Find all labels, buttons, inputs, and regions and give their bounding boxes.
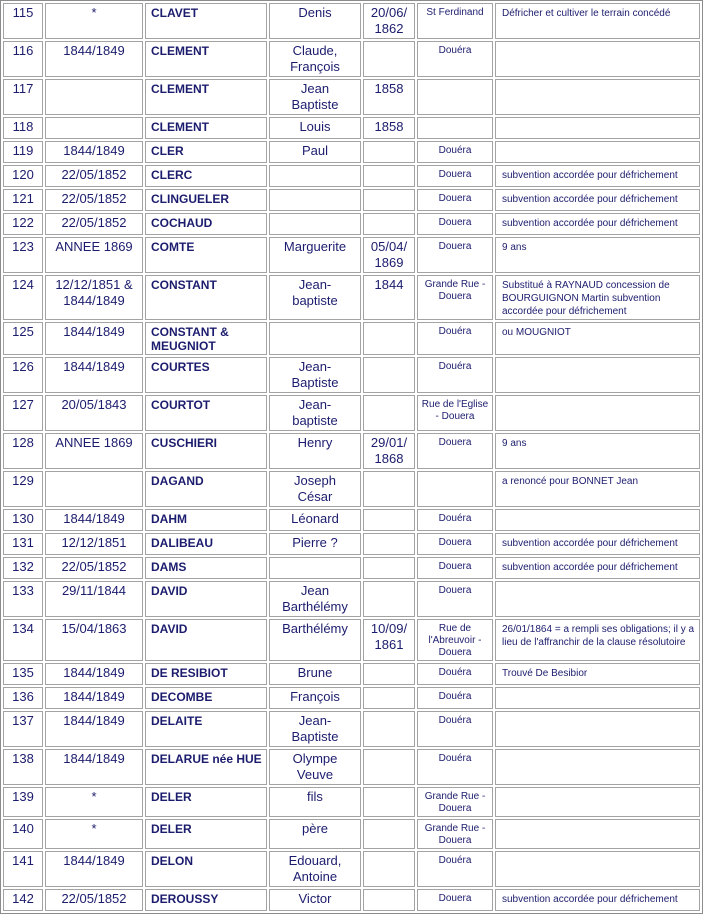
cell-concession-dates: 29/11/1844 xyxy=(45,581,143,617)
cell-concession-dates: * xyxy=(45,819,143,849)
cell-concession-dates xyxy=(45,117,143,139)
cell-firstname: Paul xyxy=(269,141,361,163)
cell-place: Douéra xyxy=(417,711,493,747)
cell-note: ou MOUGNIOT xyxy=(495,322,700,355)
cell-note: subvention accordée pour défrichement xyxy=(495,165,700,187)
table-row xyxy=(3,663,700,685)
cell-row-number: 122 xyxy=(3,213,43,235)
cell-firstname xyxy=(269,189,361,211)
cell-row-number: 134 xyxy=(3,619,43,661)
cell-concession-dates: 20/05/1843 xyxy=(45,395,143,431)
cell-place xyxy=(417,79,493,115)
table-row xyxy=(3,189,700,211)
cell-note xyxy=(495,687,700,709)
cell-date xyxy=(363,213,415,235)
cell-firstname: Denis xyxy=(269,3,361,39)
cell-date: 1858 xyxy=(363,117,415,139)
cell-row-number: 129 xyxy=(3,471,43,507)
cell-place: Douera xyxy=(417,237,493,273)
cell-place: Douera xyxy=(417,581,493,617)
cell-note: Substitué à RAYNAUD concession de BOURGUIGNON Martin subvention accordée pour défrichement xyxy=(495,275,700,320)
cell-place: Douéra xyxy=(417,851,493,887)
cell-row-number: 132 xyxy=(3,557,43,579)
cell-surname: CLINGUELER xyxy=(145,189,267,211)
cell-firstname: père xyxy=(269,819,361,849)
table-row xyxy=(3,819,700,849)
cell-note xyxy=(495,749,700,785)
cell-row-number: 117 xyxy=(3,79,43,115)
cell-row-number: 142 xyxy=(3,889,43,911)
cell-place: Douera xyxy=(417,213,493,235)
cell-firstname: Marguerite xyxy=(269,237,361,273)
registry-table-body xyxy=(3,3,700,911)
cell-concession-dates: ANNEE 1869 xyxy=(45,237,143,273)
table-row xyxy=(3,557,700,579)
cell-date: 1858 xyxy=(363,79,415,115)
table-row xyxy=(3,237,700,273)
cell-place: Douéra xyxy=(417,687,493,709)
cell-date xyxy=(363,141,415,163)
cell-note: Défricher et cultiver le terrain concédé xyxy=(495,3,700,39)
cell-note xyxy=(495,851,700,887)
cell-firstname: Joseph César xyxy=(269,471,361,507)
cell-date: 10/09/1861 xyxy=(363,619,415,661)
cell-date xyxy=(363,687,415,709)
cell-concession-dates: 1844/1849 xyxy=(45,851,143,887)
cell-firstname: fils xyxy=(269,787,361,817)
cell-concession-dates: * xyxy=(45,787,143,817)
cell-date xyxy=(363,322,415,355)
cell-place: Rue de l'Eglise - Douera xyxy=(417,395,493,431)
cell-place: Grande Rue - Douera xyxy=(417,787,493,817)
cell-surname: DELER xyxy=(145,787,267,817)
cell-place: Douera xyxy=(417,433,493,469)
table-row xyxy=(3,889,700,911)
cell-row-number: 118 xyxy=(3,117,43,139)
cell-date xyxy=(363,851,415,887)
cell-surname: CUSCHIERI xyxy=(145,433,267,469)
cell-row-number: 127 xyxy=(3,395,43,431)
cell-date xyxy=(363,581,415,617)
cell-concession-dates xyxy=(45,79,143,115)
cell-note: subvention accordée pour défrichement xyxy=(495,213,700,235)
cell-place: Grande Rue - Douera xyxy=(417,275,493,320)
table-row xyxy=(3,533,700,555)
cell-surname: CONSTANT & MEUGNIOT xyxy=(145,322,267,355)
cell-row-number: 121 xyxy=(3,189,43,211)
table-row xyxy=(3,275,700,320)
cell-place: Rue de l'Abreuvoir - Douera xyxy=(417,619,493,661)
cell-firstname: Jean-Baptiste xyxy=(269,357,361,393)
cell-place: Douéra xyxy=(417,322,493,355)
cell-note xyxy=(495,357,700,393)
cell-date xyxy=(363,533,415,555)
cell-surname: CLEMENT xyxy=(145,41,267,77)
cell-date xyxy=(363,711,415,747)
table-row xyxy=(3,117,700,139)
table-row xyxy=(3,581,700,617)
cell-concession-dates: 1844/1849 xyxy=(45,357,143,393)
cell-note xyxy=(495,581,700,617)
cell-note: subvention accordée pour défrichement xyxy=(495,889,700,911)
cell-date: 29/01/1868 xyxy=(363,433,415,469)
cell-place: Douera xyxy=(417,557,493,579)
cell-firstname: Edouard, Antoine xyxy=(269,851,361,887)
cell-date xyxy=(363,165,415,187)
cell-concession-dates: 22/05/1852 xyxy=(45,189,143,211)
table-row xyxy=(3,357,700,393)
cell-row-number: 116 xyxy=(3,41,43,77)
cell-note xyxy=(495,819,700,849)
cell-row-number: 115 xyxy=(3,3,43,39)
cell-place xyxy=(417,471,493,507)
table-row xyxy=(3,395,700,431)
cell-note xyxy=(495,117,700,139)
cell-row-number: 126 xyxy=(3,357,43,393)
cell-firstname xyxy=(269,213,361,235)
cell-note: 9 ans xyxy=(495,433,700,469)
cell-firstname xyxy=(269,165,361,187)
cell-place: Douéra xyxy=(417,41,493,77)
cell-note: subvention accordée pour défrichement xyxy=(495,189,700,211)
cell-place: Douera xyxy=(417,165,493,187)
cell-place: Douéra xyxy=(417,357,493,393)
cell-concession-dates: 1844/1849 xyxy=(45,687,143,709)
table-row xyxy=(3,687,700,709)
cell-concession-dates: 1844/1849 xyxy=(45,41,143,77)
cell-date xyxy=(363,663,415,685)
table-row xyxy=(3,165,700,187)
cell-note xyxy=(495,509,700,531)
cell-surname: DAMS xyxy=(145,557,267,579)
table-row xyxy=(3,141,700,163)
cell-note: a renoncé pour BONNET Jean xyxy=(495,471,700,507)
table-row xyxy=(3,509,700,531)
cell-note: subvention accordée pour défrichement xyxy=(495,557,700,579)
cell-note xyxy=(495,711,700,747)
cell-firstname: Victor xyxy=(269,889,361,911)
cell-firstname: Jean-baptiste xyxy=(269,275,361,320)
cell-surname: DAHM xyxy=(145,509,267,531)
cell-date xyxy=(363,819,415,849)
cell-row-number: 130 xyxy=(3,509,43,531)
cell-note: 9 ans xyxy=(495,237,700,273)
cell-date xyxy=(363,509,415,531)
cell-note xyxy=(495,395,700,431)
cell-firstname: Louis xyxy=(269,117,361,139)
cell-firstname: Jean Barthélémy xyxy=(269,581,361,617)
table-row xyxy=(3,213,700,235)
cell-surname: CONSTANT xyxy=(145,275,267,320)
table-row xyxy=(3,749,700,785)
cell-concession-dates: 12/12/1851 xyxy=(45,533,143,555)
cell-row-number: 125 xyxy=(3,322,43,355)
cell-concession-dates: 1844/1849 xyxy=(45,322,143,355)
cell-date xyxy=(363,749,415,785)
cell-concession-dates: ANNEE 1869 xyxy=(45,433,143,469)
table-row xyxy=(3,619,700,661)
cell-place: Douéra xyxy=(417,749,493,785)
table-row xyxy=(3,851,700,887)
cell-concession-dates: 22/05/1852 xyxy=(45,889,143,911)
table-row xyxy=(3,787,700,817)
cell-surname: DEROUSSY xyxy=(145,889,267,911)
cell-note xyxy=(495,787,700,817)
cell-surname: COURTOT xyxy=(145,395,267,431)
cell-date xyxy=(363,787,415,817)
table-row xyxy=(3,471,700,507)
cell-firstname xyxy=(269,322,361,355)
cell-note xyxy=(495,79,700,115)
cell-row-number: 136 xyxy=(3,687,43,709)
cell-firstname: Pierre ? xyxy=(269,533,361,555)
cell-note xyxy=(495,141,700,163)
cell-firstname: Henry xyxy=(269,433,361,469)
cell-surname: CLAVET xyxy=(145,3,267,39)
cell-place: St Ferdinand xyxy=(417,3,493,39)
cell-date: 1844 xyxy=(363,275,415,320)
cell-row-number: 123 xyxy=(3,237,43,273)
cell-note: Trouvé De Besibior xyxy=(495,663,700,685)
cell-firstname: François xyxy=(269,687,361,709)
cell-row-number: 137 xyxy=(3,711,43,747)
cell-place: Douéra xyxy=(417,141,493,163)
cell-place: Grande Rue - Douera xyxy=(417,819,493,849)
cell-surname: DE RESIBIOT xyxy=(145,663,267,685)
cell-note: subvention accordée pour défrichement xyxy=(495,533,700,555)
cell-surname: DELAITE xyxy=(145,711,267,747)
cell-surname: CLEMENT xyxy=(145,117,267,139)
table-row xyxy=(3,433,700,469)
cell-concession-dates: 22/05/1852 xyxy=(45,213,143,235)
cell-date xyxy=(363,395,415,431)
cell-place: Douéra xyxy=(417,509,493,531)
cell-row-number: 124 xyxy=(3,275,43,320)
cell-surname: COMTE xyxy=(145,237,267,273)
cell-firstname: Barthélémy xyxy=(269,619,361,661)
cell-surname: DAVID xyxy=(145,581,267,617)
cell-concession-dates: 15/04/1863 xyxy=(45,619,143,661)
cell-firstname: Léonard xyxy=(269,509,361,531)
cell-concession-dates: 1844/1849 xyxy=(45,711,143,747)
cell-row-number: 135 xyxy=(3,663,43,685)
table-row xyxy=(3,41,700,77)
cell-surname: CLERC xyxy=(145,165,267,187)
cell-concession-dates: 1844/1849 xyxy=(45,141,143,163)
table-row xyxy=(3,3,700,39)
cell-concession-dates: 1844/1849 xyxy=(45,509,143,531)
cell-date xyxy=(363,471,415,507)
cell-firstname xyxy=(269,557,361,579)
table-row xyxy=(3,79,700,115)
cell-row-number: 119 xyxy=(3,141,43,163)
cell-date xyxy=(363,189,415,211)
cell-row-number: 133 xyxy=(3,581,43,617)
table-row xyxy=(3,322,700,355)
cell-surname: DELARUE née HUE xyxy=(145,749,267,785)
cell-place: Douera xyxy=(417,189,493,211)
cell-row-number: 140 xyxy=(3,819,43,849)
cell-surname: DELER xyxy=(145,819,267,849)
cell-date xyxy=(363,557,415,579)
cell-concession-dates: 22/05/1852 xyxy=(45,165,143,187)
cell-place: Douera xyxy=(417,533,493,555)
cell-surname: COCHAUD xyxy=(145,213,267,235)
cell-place xyxy=(417,117,493,139)
cell-firstname: Jean-Baptiste xyxy=(269,711,361,747)
cell-row-number: 141 xyxy=(3,851,43,887)
cell-firstname: Jean Baptiste xyxy=(269,79,361,115)
cell-date xyxy=(363,357,415,393)
table-row xyxy=(3,711,700,747)
cell-surname: DELON xyxy=(145,851,267,887)
cell-concession-dates: 1844/1849 xyxy=(45,663,143,685)
cell-surname: DALIBEAU xyxy=(145,533,267,555)
cell-date: 20/06/1862 xyxy=(363,3,415,39)
cell-row-number: 138 xyxy=(3,749,43,785)
cell-place: Douéra xyxy=(417,663,493,685)
cell-firstname: Brune xyxy=(269,663,361,685)
cell-surname: DAVID xyxy=(145,619,267,661)
cell-surname: DECOMBE xyxy=(145,687,267,709)
cell-surname: COURTES xyxy=(145,357,267,393)
cell-concession-dates: 22/05/1852 xyxy=(45,557,143,579)
cell-concession-dates: * xyxy=(45,3,143,39)
cell-concession-dates: 12/12/1851 & 1844/1849 xyxy=(45,275,143,320)
cell-row-number: 131 xyxy=(3,533,43,555)
cell-concession-dates xyxy=(45,471,143,507)
cell-note: 26/01/1864 = a rempli ses obligations; il y a lieu de l'affranchir de la clause résolutoire xyxy=(495,619,700,661)
cell-date xyxy=(363,41,415,77)
cell-row-number: 128 xyxy=(3,433,43,469)
cell-place: Douera xyxy=(417,889,493,911)
cell-surname: DAGAND xyxy=(145,471,267,507)
cell-date: 05/04/1869 xyxy=(363,237,415,273)
cell-date xyxy=(363,889,415,911)
cell-row-number: 120 xyxy=(3,165,43,187)
cell-firstname: Jean-baptiste xyxy=(269,395,361,431)
cell-surname: CLEMENT xyxy=(145,79,267,115)
cell-note xyxy=(495,41,700,77)
cell-row-number: 139 xyxy=(3,787,43,817)
cell-concession-dates: 1844/1849 xyxy=(45,749,143,785)
cell-firstname: Claude, François xyxy=(269,41,361,77)
cell-firstname: Olympe Veuve xyxy=(269,749,361,785)
cell-surname: CLER xyxy=(145,141,267,163)
